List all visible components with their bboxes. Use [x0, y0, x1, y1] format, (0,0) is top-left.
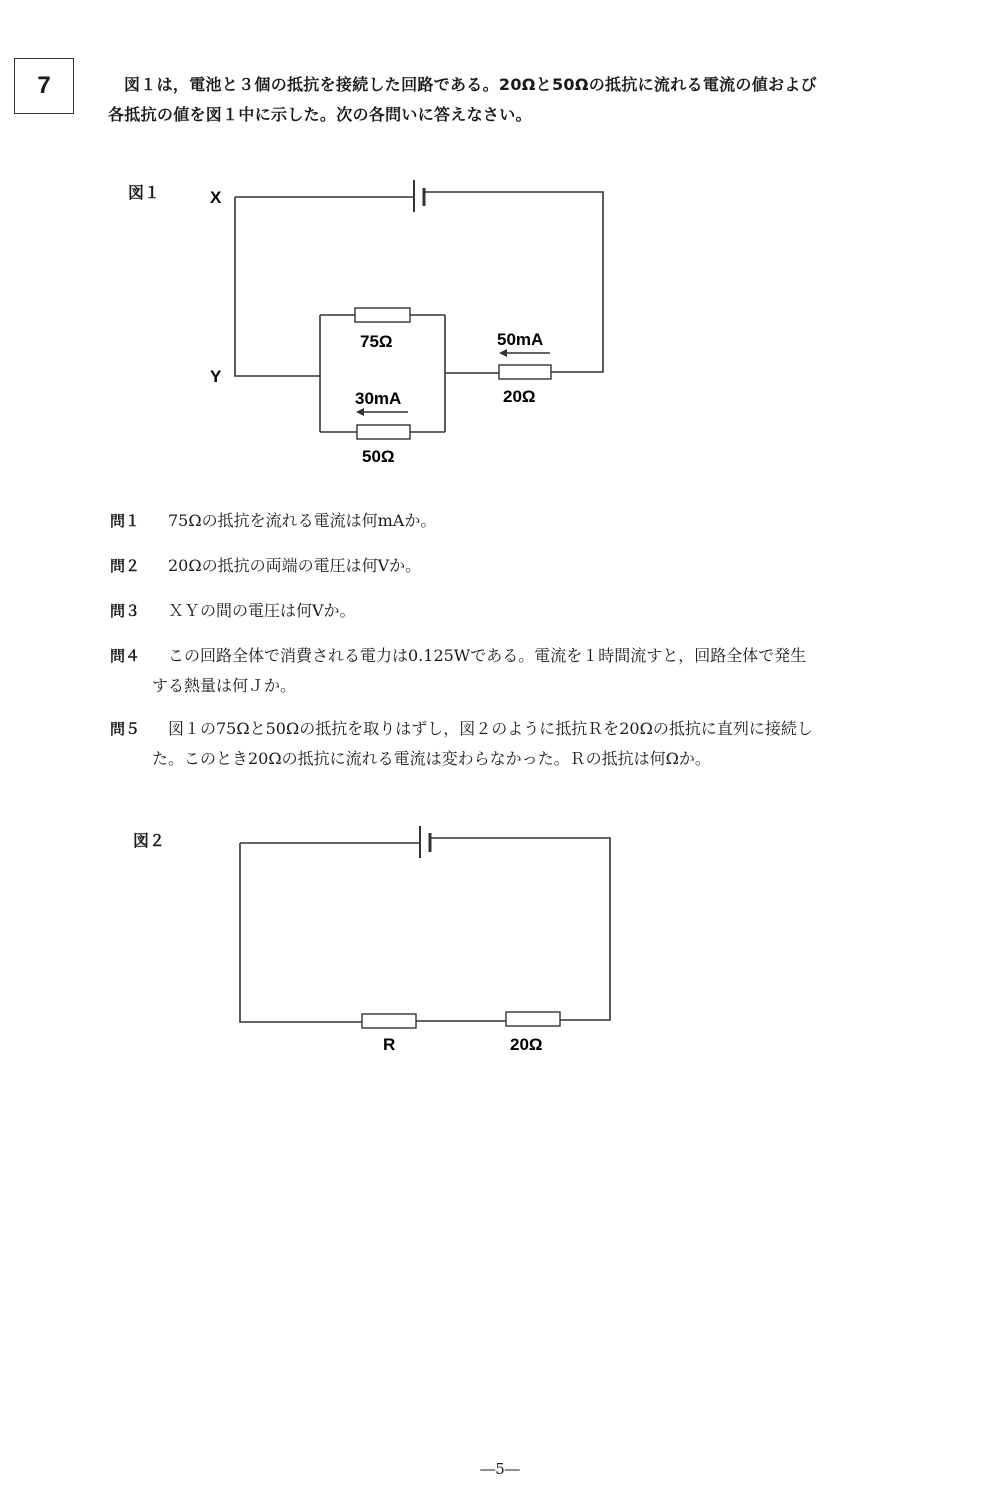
- question-4-label: 問４: [110, 647, 141, 665]
- arrowhead-series: [499, 349, 507, 357]
- question-4-continuation: する熱量は何Ｊか。: [152, 676, 297, 695]
- resistor-50: [357, 425, 410, 439]
- figure1-label: 図１: [128, 183, 161, 202]
- figure2-circuit: [0, 800, 1000, 1070]
- question-4-text: この回路全体で消費される電力は0.125Wである。電流を１時間流すと，回路全体で発生: [168, 646, 807, 665]
- intro-line-1: 図１は，電池と３個の抵抗を接続した回路である。20Ωと50Ωの抵抗に流れる電流の値および: [124, 75, 817, 94]
- resistor-50-label: 50Ω: [362, 447, 395, 466]
- question-1: [110, 506, 990, 536]
- question-4: [110, 641, 990, 701]
- wire-left-bottom: [240, 843, 362, 1022]
- resistor-20-label: 20Ω: [503, 387, 536, 406]
- question-3-label: 問３: [110, 602, 141, 620]
- question-2: [110, 551, 990, 581]
- figure2-label: 図２: [133, 831, 166, 850]
- question-5-label: 問５: [110, 720, 141, 738]
- question-5-continuation: た。このとき20Ωの抵抗に流れる電流は変わらなかった。Ｒの抵抗は何Ωか。: [152, 749, 711, 768]
- figure1-circuit: [0, 150, 1000, 480]
- resistor-20: [499, 365, 551, 379]
- question-5: [110, 714, 990, 774]
- question-3-text: ＸＹの間の電圧は何Vか。: [168, 601, 356, 620]
- question-5-text: 図１の75Ωと50Ωの抵抗を取りはずし，図２のように抵抗Ｒを20Ωの抵抗に直列に接続し: [168, 719, 813, 738]
- resistor-75-label: 75Ω: [360, 332, 393, 351]
- current-bottom-label: 30mA: [355, 389, 402, 408]
- wire-left: [235, 197, 320, 376]
- resistor-75: [355, 308, 410, 322]
- question-number-box: 7: [14, 58, 74, 114]
- resistor-20-label: 20Ω: [510, 1035, 543, 1054]
- question-3: [110, 596, 990, 626]
- current-series-label: 50mA: [497, 330, 544, 349]
- resistor-r: [362, 1014, 416, 1028]
- question-2-label: 問２: [110, 557, 141, 575]
- terminal-y-label: Y: [210, 367, 222, 386]
- page-number: ―5―: [480, 1460, 520, 1478]
- question-1-label: 問１: [110, 512, 141, 530]
- question-2-text: 20Ωの抵抗の両端の電圧は何Vか。: [168, 556, 422, 575]
- intro-text: [108, 70, 988, 130]
- resistor-r-label: R: [383, 1035, 396, 1054]
- resistor-20: [506, 1012, 560, 1026]
- terminal-x-label: X: [210, 188, 222, 207]
- intro-line-2: 各抵抗の値を図１中に示した。次の各問いに答えなさい。: [108, 105, 532, 124]
- question-1-text: 75Ωの抵抗を流れる電流は何mAか。: [168, 511, 437, 530]
- wire-top-right: [430, 838, 610, 1020]
- arrowhead-bottom: [356, 408, 364, 416]
